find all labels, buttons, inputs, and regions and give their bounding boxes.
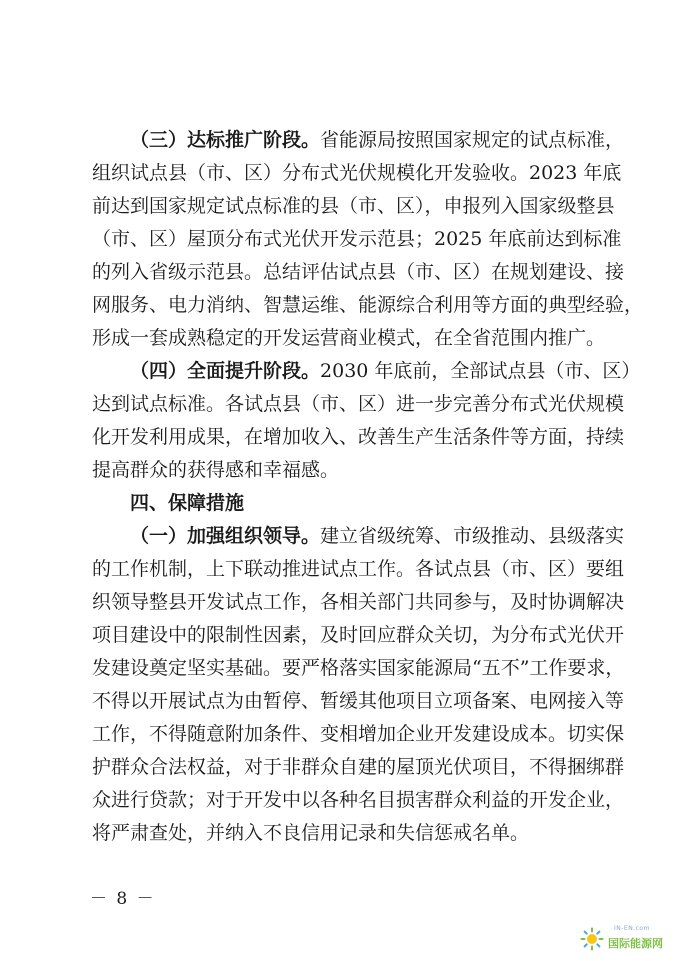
measure1-line-3: 织领导整县开发试点工作，各相关部门共同参与，及时协调解决 <box>92 591 625 613</box>
section3-line-3: 前达到国家规定试点标准的县（市、区），申报列入国家级整县 <box>92 195 615 217</box>
watermark-url: IN-EN.com <box>614 925 650 932</box>
measure1-line-1-text: 建立省级统筹、市级推动、县级落实 <box>320 525 625 547</box>
section3-line-1 <box>130 128 625 152</box>
section3-line-1-text: 省能源局按照国家规定的试点标准， <box>320 129 625 151</box>
section4-line-1 <box>130 359 641 383</box>
measure1-line-9: 众进行贷款；对于开发中以各种名目损害群众利益的开发企业， <box>92 789 625 811</box>
section3-line-2: 组织试点县（市、区）分布式光伏规模化开发验收。2023 年底 <box>92 162 622 184</box>
section3-lead: （三）达标推广阶段。 <box>130 129 321 151</box>
measure1-lead: （一）加强组织领导。 <box>130 525 321 547</box>
measure1-line-4: 项目建设中的限制性因素，及时回应群众关切，为分布式光伏开 <box>92 624 625 646</box>
measure1-line-5: 发建设奠定坚实基础。要严格落实国家能源局“五不”工作要求， <box>92 657 625 679</box>
section3-line-4: （市、区）屋顶分布式光伏开发示范县；2025 年底前达到标准 <box>92 228 622 250</box>
measure1-line-2: 的工作机制，上下联动推进试点工作。各试点县（市、区）要组 <box>92 558 625 580</box>
section4-line-3: 化开发利用成果，在增加收入、改善生产生活条件等方面，持续 <box>92 426 625 448</box>
watermark-logo <box>580 925 672 955</box>
measure1-line-6: 不得以开展试点为由暂停、暂缓其他项目立项备案、电网接入等 <box>92 690 625 712</box>
section3-line-7: 形成一套成熟稳定的开发运营商业模式，在全省范围内推广。 <box>92 327 606 349</box>
watermark-text: 国际能源网 <box>608 937 663 950</box>
section4-line-2: 达到试点标准。各试点县（市、区）进一步完善分布式光伏规模 <box>92 393 625 415</box>
measure1-line-8: 护群众合法权益，对于非群众自建的屋顶光伏项目，不得捆绑群 <box>92 756 625 778</box>
measure1-line-10: 将严肃查处，并纳入不良信用记录和失信惩戒名单。 <box>92 822 530 844</box>
heading-safeguard-measures: 四、保障措施 <box>130 492 245 514</box>
measure1-line-7: 工作，不得随意附加条件、变相增加企业开发建设成本。切实保 <box>92 723 625 745</box>
section4-line-4: 提高群众的获得感和幸福感。 <box>92 459 340 481</box>
section4-line-1-text: 2030 年底前，全部试点县（市、区） <box>320 360 641 382</box>
sun-logo-icon <box>580 927 604 951</box>
section3-line-5: 的列入省级示范县。总结评估试点县（市、区）在规划建设、接 <box>92 261 625 283</box>
section3-line-6: 网服务、电力消纳、智慧运维、能源综合利用等方面的典型经验， <box>92 294 644 316</box>
section4-lead: （四）全面提升阶段。 <box>130 360 321 382</box>
page-number: － 8 － <box>90 889 156 909</box>
measure1-line-1 <box>130 524 625 548</box>
